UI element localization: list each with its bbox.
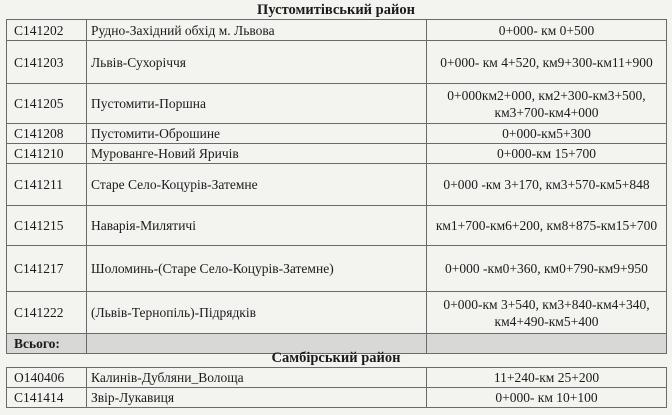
road-km-range: 0+000 -км0+360, км0+790-км9+950 <box>427 246 667 292</box>
road-code: С141211 <box>7 164 87 206</box>
table-row <box>7 20 667 41</box>
road-km-range: 0+000- км 4+520, км9+300-км11+900 <box>427 41 667 84</box>
road-code: С141217 <box>7 246 87 292</box>
roads-table-sambir <box>6 367 667 408</box>
road-code: С141203 <box>7 41 87 84</box>
road-code: С141210 <box>7 144 87 164</box>
road-name: Пустомити-Поршна <box>87 84 427 124</box>
section-title-sambir: Самбірський район <box>271 350 401 366</box>
road-km-range: 11+240-км 25+200 <box>427 368 667 388</box>
road-name: Шоломинь-(Старе Село-Коцурів-Затемне) <box>87 246 427 292</box>
road-km-range: 0+000- км 10+100 <box>427 388 667 408</box>
road-km-range: 0+000км2+000, км2+300-км3+500, км3+700-км4+000 <box>427 84 667 124</box>
table-row <box>7 164 667 206</box>
table-row <box>7 292 667 334</box>
road-name: Рудно-Західний обхід м. Львова <box>87 20 427 41</box>
table-row <box>7 368 667 388</box>
road-code: С141202 <box>7 20 87 41</box>
roads-table-pustomyty <box>6 19 667 354</box>
road-name: Пустомити-Оброшине <box>87 124 427 144</box>
road-km-range: 0+000- км 0+500 <box>427 20 667 41</box>
road-code: С141414 <box>7 388 87 408</box>
road-code: С141215 <box>7 206 87 246</box>
table-row <box>7 206 667 246</box>
road-km-range: 0+000 -км 3+170, км3+570-км5+848 <box>427 164 667 206</box>
road-name: Наварія-Милятичі <box>87 206 427 246</box>
road-km-range: 0+000-км5+300 <box>427 124 667 144</box>
road-name: Калинів-Дубляни_Волоща <box>87 368 427 388</box>
table-row <box>7 84 667 124</box>
road-name: (Львів-Тернопіль)-Підрядків <box>87 292 427 334</box>
section-title-pustomyty: Пустомитівський район <box>257 2 415 18</box>
road-km-range: км1+700-км6+200, км8+875-км15+700 <box>427 206 667 246</box>
road-code: О140406 <box>7 368 87 388</box>
table-row <box>7 388 667 408</box>
road-name: Старе Село-Коцурів-Затемне <box>87 164 427 206</box>
table-row <box>7 246 667 292</box>
total-label: Всього: <box>7 334 87 354</box>
road-name: Мурованге-Новий Яричів <box>87 144 427 164</box>
road-name: Львів-Сухоріччя <box>87 41 427 84</box>
road-code: С141208 <box>7 124 87 144</box>
road-code: С141205 <box>7 84 87 124</box>
road-km-range: 0+000-км 3+540, км3+840-км4+340, км4+490-км5+400 <box>427 292 667 334</box>
table-row <box>7 144 667 164</box>
table-row <box>7 124 667 144</box>
road-name: Звір-Лукавиця <box>87 388 427 408</box>
road-code: С141222 <box>7 292 87 334</box>
table-row <box>7 41 667 84</box>
road-km-range: 0+000-км 15+700 <box>427 144 667 164</box>
